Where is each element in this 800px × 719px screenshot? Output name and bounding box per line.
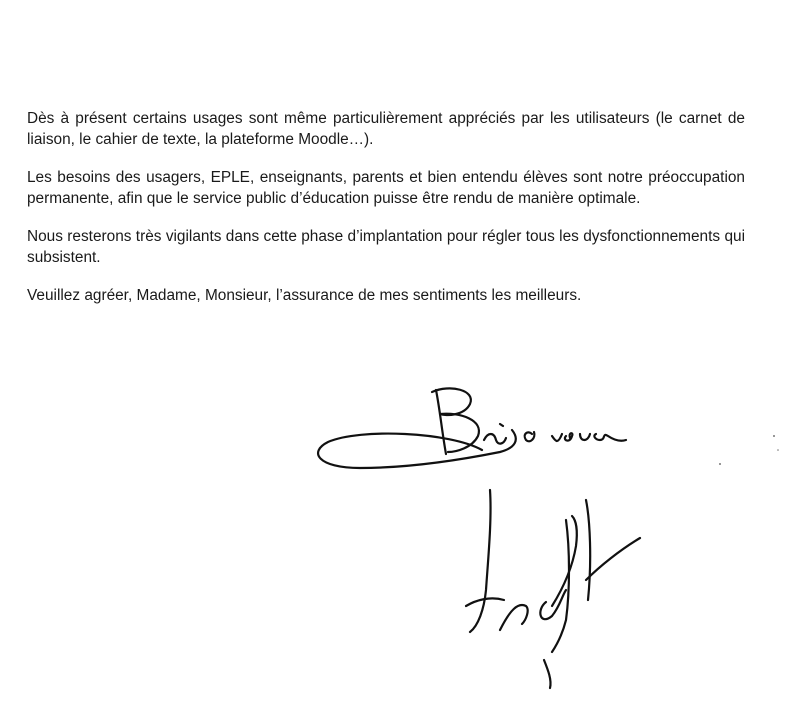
greeting-vous-stroke <box>552 433 626 441</box>
paragraph-usages: Dès à présent certains usages sont même particulièrement appréciés par les utilisateurs (le carnet de liaison, le cahier de texte, la plateforme Moodle…). <box>27 110 745 148</box>
greeting-ien-stroke <box>484 434 506 444</box>
signature-stroke-tail <box>544 660 551 688</box>
greeting-dot <box>500 424 503 426</box>
greeting-a-stroke <box>525 432 535 441</box>
paragraph-besoins: Les besoins des usagers, EPLE, enseignants, parents et bien entendu élèves sont notre préoccupation permanente, afin que le service public d’éducation puisse être rendu de manière optimale. <box>27 169 745 207</box>
scan-speckles <box>719 435 779 465</box>
signature-stroke-tall1 <box>552 520 569 652</box>
handwritten-signature-block <box>300 370 800 719</box>
greeting-b-stroke <box>436 390 446 454</box>
signature-drawing <box>300 370 800 719</box>
signature-stroke-left <box>470 490 491 632</box>
paragraph-vigilance: Nous resterons très vigilants dans cette phase d’implantation pour régler tous les dysfonctionnements qui subsistent. <box>27 228 745 266</box>
signature-stroke-middle <box>500 605 528 630</box>
letter-body <box>27 108 745 323</box>
paragraph-closing: Veuillez agréer, Madame, Monsieur, l’assurance de mes sentiments les meilleurs. <box>27 287 582 304</box>
signature-stroke-cross <box>586 538 640 580</box>
signature-stroke-tall3 <box>586 500 590 600</box>
greeting-b-bowls <box>432 388 479 452</box>
